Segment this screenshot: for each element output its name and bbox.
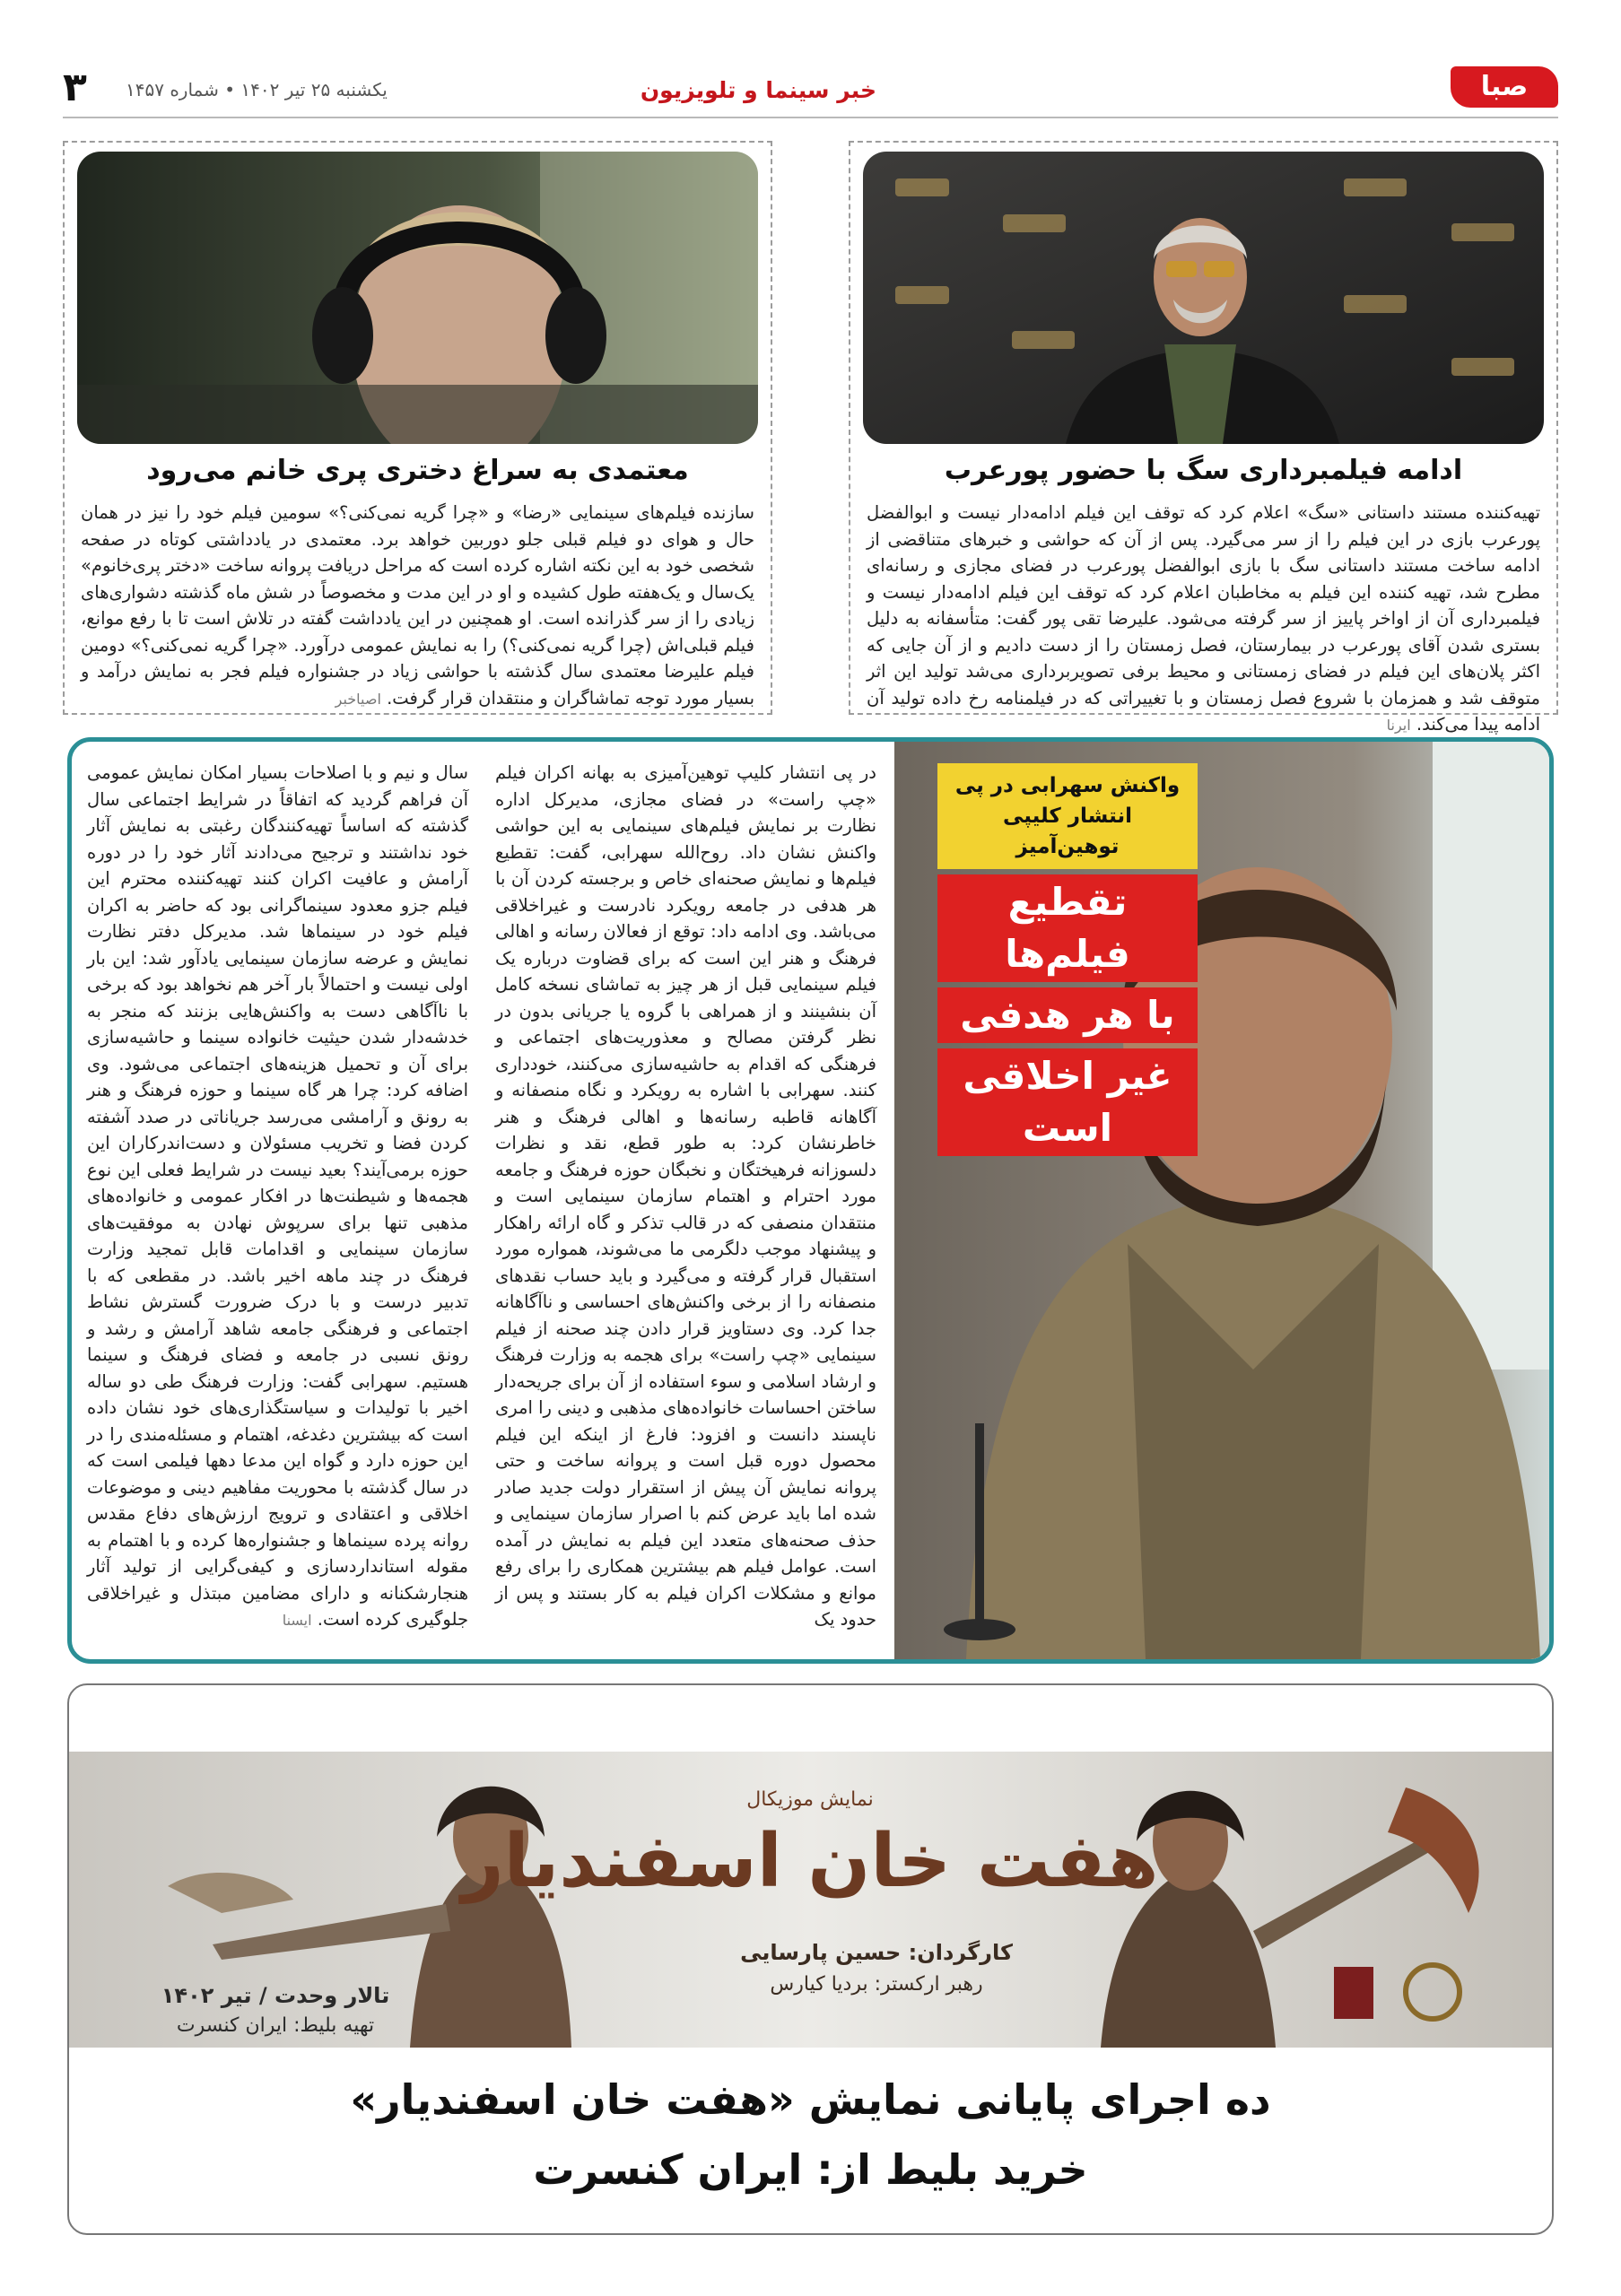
sponsor-logo-1: [1334, 1967, 1373, 2019]
issue-date: یکشنبه ۲۵ تیر ۱۴۰۲ • شماره ۱۴۵۷: [126, 79, 388, 100]
body-motamedi: [81, 500, 754, 712]
ad-ticket-info: خرید بلیط از: ایران کنسرت: [533, 2145, 1088, 2194]
masthead: [63, 63, 1558, 118]
kicker: واکنش سهرابی در پی انتشار کلیپی توهین‌آمیز: [937, 763, 1198, 869]
newspaper-logo: صبا: [1451, 66, 1558, 108]
feature-title: [937, 874, 1198, 1161]
body-poorarab: [867, 500, 1540, 739]
poster-illustration: [69, 1752, 1552, 2048]
headline-motamedi: معتمدی به سراغ دختری پری خانم می‌رود: [146, 455, 689, 486]
photo-poorarab-illustration: [863, 152, 1544, 444]
title-line-2: با هر هدفی: [937, 987, 1198, 1043]
photo-motamedi: [77, 152, 758, 444]
headline-poorarab: ادامه فیلمبرداری سگ با حضور پورعرب: [944, 455, 1463, 486]
feature-column-1: در پی انتشار کلیپ توهین‌آمیزی به بهانه اکران فیلم «چپ راست» در فضای مجازی، مدیرکل اداره نظارت بر نمایش فیلم‌های سینمایی به این حواشی واکنش نشان داد. روح‌الله سهرابی، گفت: تقطیع فیلم‌ها و نمایش صحنه‌ای خاص و برجسته کردن آن با هر هدفی در جامعه رویکرد نادرست و غیراخلاقی می‌باشد. وی ادامه داد: توقع از فعالان رسانه و اهالی فرهنگ و هنر این است که برای قضاوت درباره یک فیلم سینمایی قبل از هر چیز به تماشای نسخه کامل آن بنشینند و از همراهی با گروه یا جریانی بدون در نظر گرفتن مصالح و معذوریت‌های اجتماعی و فرهنگی که اقدام به حاشیه‌سازی می‌کنند، خودداری کنند. سهرابی با اشاره به رویکرد و نگاه منصفانه و آگاهانه قاطبه رسانه‌ها و اهالی فرهنگ و هنر خاطرنشان کرد: به طور قطع، نقد و نظرات دلسوزانه فرهیختگان و نخبگان حوزه فرهنگ و جامعه مورد احترام و اهتمام سازمان سینمایی است و منتقدان منصفی که در قالب تذکر و گاه ارائه راهکار و پیشنهاد موجب دلگرمی ما می‌شوند، همواره مورد استقبال قرار گرفته و می‌گیرد و باید حساب نقدهای منصفانه را از برخی واکنش‌های احساسی و ناآگاهانه جدا کرد. وی دستاویز قرار دادن چند صحنه از فیلم سینمایی «چپ راست» برای هجمه به وزارت فرهنگ و ارشاد اسلامی و سوء استفاده از آن برای جریحه‌دار ساختن احساسات خانواده‌های مذهبی و دینی را امری ناپسند دانست و افزود: فارغ از اینکه این فیلم محصول دوره قبل است و پروانه ساخت و حتی پروانه نمایش آن پیش از استقرار دولت جدید صادر شده اما باید عرض کنم با اصرار سازمان سینمایی و حذف صحنه‌های متعدد این فیلم به نمایش در آمده است. عوامل فیلم هم بیشترین همکاری را برای رفع موانع و مشکلات اکران فیلم به کار بستند و پس از حدود یک: [495, 762, 876, 1630]
poster-title: هفت خان اسفندیار: [461, 1819, 1159, 1904]
source-isna: ایسنا: [282, 1612, 312, 1629]
poster-director: کارگردان: حسین پارسایی: [740, 1940, 1013, 1965]
title-line-1: تقطیع فیلم‌ها: [937, 874, 1198, 982]
photo-poorarab: [863, 152, 1544, 444]
feature-column-2: [87, 760, 468, 1634]
title-line-3: غیر اخلاقی است: [937, 1048, 1198, 1156]
ad-box-haft-khan: [67, 1683, 1554, 2235]
poster-subtitle: نمایش موزیکال: [746, 1788, 874, 1811]
poster-venue: تالار وحدت / تیر ۱۴۰۲: [161, 1983, 390, 2008]
body-poorarab-text: تهیه‌کننده مستند داستانی «سگ» اعلام کرد که توقف این فیلم ادامه‌دار نیست و ابوالفضل پورعرب بازی در این فیلم را از سر می‌گیرد. پس از آن که حواشی و خبرهای متناقضی از ادامه ساخت مستند داستانی سگ با بازی ابوالفضل پورعرب در فضای مجازی و رسانه‌ای مطرح شد، تهیه کننده این فیلم به مخاطبان اعلام کرد که توقف این فیلم ادامه‌دار نیست و فیلمبرداری آن از اواخر پاییز از سر گرفته می‌شود. علیرضا تقی پور گفت: متأسفانه به دلیل بستری شدن آقای پورعرب در بیمارستان، فصل زمستان را از دست دادیم و از آن جایی که اکثر پلان‌های این فیلم در فضای زمستانی و محیط برفی تصویربرداری می‌شد تولید این اثر متوقف شد و همزمان با شروع فصل زمستان و با تغییراتی که در فیلمنامه رخ داده تولید آن ادامه پیدا می‌کند.: [867, 502, 1540, 735]
feature-box-sohrabi: [67, 737, 1554, 1664]
poster-orchestra: رهبر ارکستر: بردیا کیارس: [770, 1973, 983, 1996]
poster-tickets: تهیه بلیط: ایران کنسرت: [176, 2014, 375, 2037]
body-motamedi-text: سازنده فیلم‌های سینمایی «رضا» و «چرا گریه نمی‌کنی؟» سومین فیلم خود را نیز در همان حال و هوای دو فیلم قبلی جلو دوربین خواهد برد. معتمدی در یادداشتی کوتاه در صفحه شخصی خود به این نکته اشاره کرده است که مراحل دریافت پروانه ساخت «دختر پری‌خانوم» یک‌سال و یک‌هفته طول کشیده و او در این مدت و مخصوصاً در شش ماه گذشته دشواری‌های زیادی را از سر گذرانده است. او همچنین در این یادداشت گفته در تلاش است تا با رفع موانع، فیلم قبلی‌اش (چرا گریه نمی‌کنی؟) را به نمایش عمومی درآورد. «چرا گریه نمی‌کنی؟» دومین فیلم علیرضا معتمدی سال گذشته با حواشی زیاد در جشنواره فیلم فجر به نمایش درآمد و بسیار مورد توجه تماشاگران و منتقدان قرار گرفت.: [81, 502, 754, 709]
news-box-poorarab: [849, 141, 1558, 735]
feature-column-2-text: سال و نیم و با اصلاحات بسیار امکان نمایش عمومی آن فراهم گردید که اتفاقاً در شرایط اجتماعی سال گذشته که اساساً تهیه‌کنندگان رغبتی به نمایش آثار خود نداشتند و ترجیح می‌دادند آثار خود را در دوره آرامش و عافیت اکران کنند تهیه‌کننده محترم این فیلم جزو معدود سینماگرانی بود که حاضر به اکران فیلم خود در سینماها شد. مدیرکل دفتر نظارت نمایش و عرضه سازمان سینمایی یادآور شد: این بار اولی نیست و احتمالاً بار آخر هم نخواهد بود که برخی با ناآگاهی دست به واکنش‌هایی بزنند که منجر به خدشه‌دار شدن حیثیت خانواده سینما و حاشیه‌سازی برای آن و تحمیل هزینه‌های اجتماعی می‌شود. وی اضافه کرد: چرا هر گاه سینما و حوزه فرهنگ و هنر به رونق و آرامشی می‌رسد جریاناتی در صدد آشفته کردن فضا و تخریب مسئولان و دست‌اندرکاران این حوزه برمی‌آیند؟ بعید نیست در شرایط فعلی این نوع هجمه‌ها و شیطنت‌ها در افکار عمومی و خانواده‌های مذهبی تنها برای سرپوش نهادن به موفقیت‌های سازمان سینمایی و اقدامات قابل تمجید وزارت فرهنگ در چند ماهه اخیر باشد. در مقطعی که با تدبیر درست و با درک ضرورت گسترش نشاط اجتماعی و فرهنگی جامعه شاهد آرامش و رشد و رونق نسبی در جامعه و فضای فرهنگ و سینما هستیم. سهرابی گفت: وزارت فرهنگ طی دو ساله اخیر با تولیدات و سیاستگذاری‌های خود نشان داده است که بیشترین دغدغه، اهتمام و مسئله‌مندی را در این حوزه دارد و گواه این مدعا دهها فیلمی است که در سال گذشته با محوریت مفاهیم دینی و موضوعات اخلاقی و اعتقادی و ترویج ارزش‌های دفاع مقدس روانه پرده سینماها و جشنواره‌ها کرده و با اهتمام به مقوله استانداردسازی و کیفی‌گرایی از تولید آثار هنجارشکنانه و دارای مضامین مبتذل و غیراخلاقی جلوگیری کرده است.: [87, 762, 468, 1630]
section-name: خبر سینما و تلویزیون: [640, 77, 876, 103]
photo-motamedi-illustration: [77, 152, 758, 444]
page-number: ۳: [63, 65, 87, 110]
source-asiakhabar: اصیاخبر: [335, 690, 381, 708]
news-box-motamedi: [63, 141, 772, 715]
poster-haft-khan: [69, 1752, 1552, 2048]
source-irna: ایرنا: [1386, 717, 1411, 734]
ad-headline: ده اجرای پایانی نمایش «هفت خان اسفندیار»: [350, 2075, 1271, 2124]
